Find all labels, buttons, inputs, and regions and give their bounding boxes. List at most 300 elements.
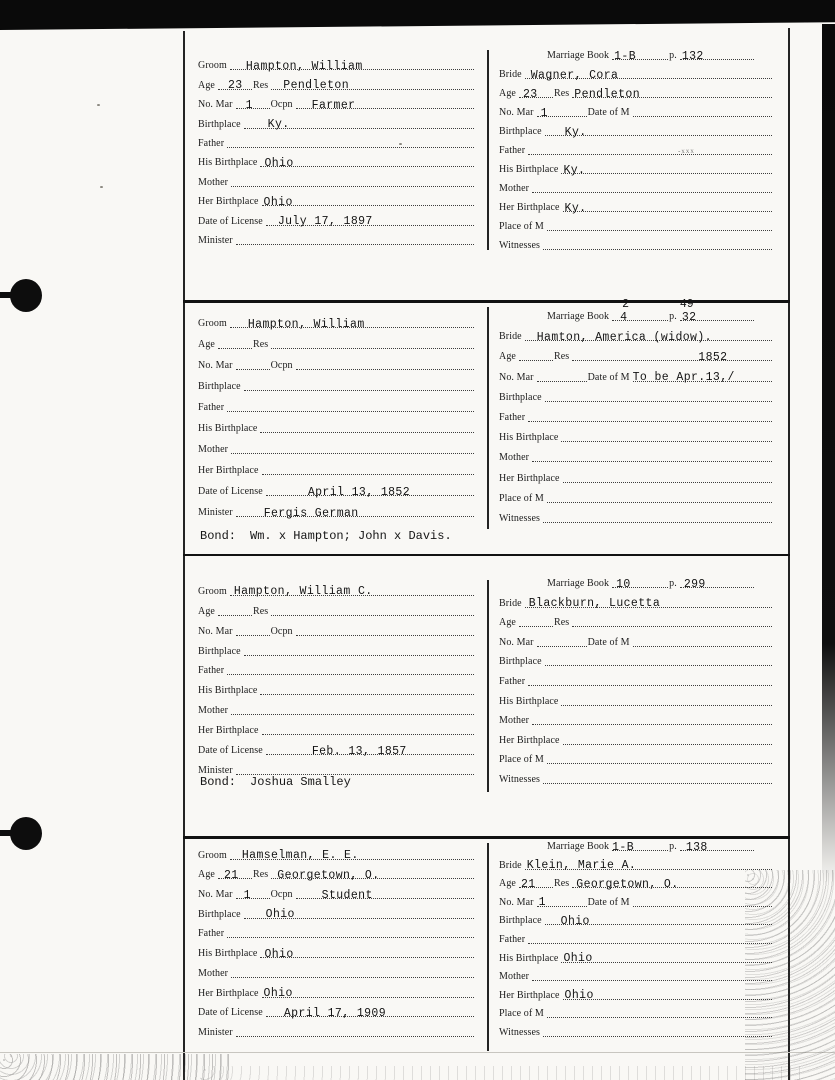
form-row: [499, 425, 773, 445]
form-row: [198, 579, 475, 599]
dotted-leader: [632, 371, 772, 385]
ocpn-label: Ocpn: [270, 99, 293, 111]
dotted-leader: [572, 877, 772, 891]
dotted-leader: [218, 614, 252, 616]
her-birthplace-label: Her Birthplace: [499, 202, 560, 213]
form-row: [198, 373, 475, 394]
dotted-leader: [227, 410, 474, 412]
groom-section: [184, 303, 487, 520]
birthplace-label: Birthplace: [198, 908, 241, 920]
form-row: [499, 158, 773, 177]
form-row: [198, 599, 475, 619]
form-row: [499, 910, 773, 929]
page-value: 132: [681, 49, 704, 63]
punch-hole: [10, 279, 42, 312]
bride-section: [489, 297, 789, 526]
scanner-edge-strip-right: [822, 24, 835, 884]
res-label: Res: [553, 88, 570, 99]
groom-name-value: Hampton, William: [245, 59, 363, 73]
form-row: [499, 928, 773, 947]
dotted-leader: [236, 1035, 474, 1037]
dotted-leader: [266, 1006, 474, 1020]
dotted-leader: [633, 645, 772, 647]
groom-label: Groom: [198, 318, 227, 329]
dotted-leader: [244, 654, 474, 656]
dotted-leader: [230, 317, 474, 331]
minister-value: Fergis German: [263, 506, 359, 520]
birthplace-value: Ohio: [560, 914, 590, 928]
form-row: [499, 120, 773, 139]
age-value: 23: [227, 79, 243, 93]
res-value: Georgetown, O.: [576, 877, 679, 891]
card-separator-line: [183, 836, 790, 839]
res-label: Res: [553, 617, 570, 629]
her-birthplace-value: Ky.: [564, 201, 587, 215]
no-mar-value: 1: [245, 98, 253, 112]
dotted-leader: [612, 840, 668, 854]
marriage-book-row: [499, 840, 773, 854]
form-row: [499, 364, 773, 384]
page-label: p.: [669, 841, 677, 852]
dotted-leader: [236, 506, 474, 520]
ocpn-value: Farmer: [311, 98, 356, 112]
form-row: [198, 229, 475, 248]
form-row: [499, 324, 773, 344]
bride-name-value: Hamton, America (widow).: [536, 330, 712, 344]
his-birthplace-label: His Birthplace: [198, 685, 258, 697]
witnesses-label: Witnesses: [499, 512, 541, 524]
form-row: [198, 941, 475, 961]
dotted-leader: [561, 704, 772, 706]
form-row: [198, 981, 475, 1001]
form-row: [499, 385, 773, 405]
form-row: [198, 73, 475, 92]
res-value: Pendleton: [283, 79, 349, 93]
dotted-leader: [271, 347, 474, 349]
her-birthplace-label: Her Birthplace: [499, 472, 560, 484]
father-label: Father: [499, 145, 526, 156]
dotted-leader: [537, 380, 587, 382]
bond-value: Wm. x Hampton; John x Davis.: [250, 529, 452, 543]
age-label: Age: [499, 617, 516, 629]
dotted-leader: [680, 577, 754, 591]
ocpn-label: Ocpn: [270, 360, 293, 371]
birthplace-label: Birthplace: [499, 126, 542, 137]
her-birthplace-label: Her Birthplace: [198, 196, 259, 208]
punch-hole: [10, 817, 42, 850]
dotted-leader: [230, 59, 474, 73]
witnesses-label: Witnesses: [499, 1026, 541, 1038]
dotted-leader: [679, 297, 754, 324]
form-row: [198, 331, 475, 352]
father-label: Father: [198, 665, 225, 677]
her-birthplace-label: Her Birthplace: [198, 987, 259, 999]
dotted-leader: [519, 359, 553, 361]
marriage-record-card: [184, 578, 789, 800]
groom-label: Groom: [198, 585, 227, 597]
form-row: [499, 854, 773, 873]
bond-label: Bond:: [200, 529, 237, 543]
dotted-leader: [262, 733, 474, 735]
dotted-leader: [545, 914, 772, 928]
dotted-leader: [227, 673, 474, 675]
dotted-leader: [231, 185, 474, 187]
form-row: [499, 873, 773, 892]
no-mar-label: No. Mar: [198, 889, 233, 901]
dotted-leader: [612, 577, 668, 591]
dotted-leader: [218, 79, 252, 93]
age-label: Age: [499, 88, 516, 99]
his-birthplace-value: Ky.: [563, 163, 586, 177]
dotted-leader: [236, 243, 474, 245]
form-row: [198, 54, 475, 73]
date-of-license-value: July 17, 1897: [277, 215, 373, 229]
marriage-book-label: Marriage Book: [547, 50, 610, 61]
birthplace-label: Birthplace: [198, 381, 241, 392]
birthplace-label: Birthplace: [198, 645, 241, 657]
res-value: Georgetown, O.: [277, 868, 380, 882]
marriage-record-card: [184, 840, 789, 1054]
dotted-leader: [236, 368, 270, 370]
bride-section: [489, 578, 789, 787]
page-value: 299: [683, 577, 706, 591]
dotted-leader: [543, 1035, 772, 1037]
form-row: [499, 405, 773, 425]
date-of-license-value: Feb. 13, 1857: [311, 744, 407, 758]
age-label: Age: [198, 339, 215, 350]
dotted-leader: [545, 400, 772, 402]
illegible-mark: -xxx: [678, 146, 696, 156]
dotted-leader: [271, 868, 474, 882]
father-label: Father: [198, 402, 225, 413]
minister-label: Minister: [198, 234, 233, 246]
form-row: [198, 619, 475, 639]
dotted-leader: [680, 49, 754, 63]
form-row: [499, 234, 773, 253]
form-row: [198, 499, 475, 520]
form-row: [499, 486, 773, 506]
birthplace-value: Ohio: [265, 908, 295, 922]
age-label: Age: [198, 605, 215, 617]
form-row: [499, 689, 773, 709]
form-row: [499, 891, 773, 910]
dotted-leader: [231, 976, 474, 978]
dotted-leader: [563, 989, 772, 1003]
dotted-leader: [537, 896, 587, 910]
groom-section: [184, 578, 487, 778]
dotted-leader: [266, 215, 474, 229]
form-row: [198, 151, 475, 170]
dotted-leader: [525, 597, 772, 611]
dotted-leader: [612, 297, 668, 324]
form-row: [499, 82, 773, 101]
page-label: p.: [669, 311, 677, 322]
dotted-leader: [545, 125, 772, 139]
form-row: [499, 101, 773, 120]
form-row: [198, 436, 475, 457]
ocpn-value: Student: [321, 888, 373, 902]
age-label: Age: [198, 79, 215, 91]
groom-name-value: Hamselman, E. E.: [241, 849, 359, 863]
page-label: p.: [669, 50, 677, 61]
her-birthplace-value: Ohio: [263, 195, 293, 209]
minister-label: Minister: [198, 1026, 233, 1038]
marriage-book-value: 1-B: [614, 49, 637, 63]
date-of-license-label: Date of License: [198, 1007, 263, 1019]
groom-name-value: Hampton, William: [247, 317, 365, 331]
dotted-leader: [271, 79, 474, 93]
dotted-leader: [532, 979, 772, 981]
marriage-book-correction: 2: [622, 297, 630, 311]
form-row: [499, 748, 773, 768]
res-label: Res: [252, 339, 269, 350]
dotted-leader: [244, 118, 474, 132]
marriage-book-value: 4: [620, 310, 628, 324]
dotted-leader: [525, 859, 772, 873]
form-row: [198, 112, 475, 131]
form-row: [499, 630, 773, 650]
form-row: [198, 415, 475, 436]
dotted-leader: [271, 614, 474, 616]
form-row: [198, 190, 475, 209]
res-value: Pendleton: [574, 87, 640, 101]
dotted-leader: [296, 98, 474, 112]
form-row: [499, 728, 773, 748]
date-of-m-label: Date of M: [587, 896, 630, 908]
dotted-leader: [262, 987, 474, 1000]
form-row: [198, 1020, 475, 1040]
his-birthplace-label: His Birthplace: [499, 432, 559, 444]
his-birthplace-value: Ohio: [563, 952, 593, 966]
res-label: Res: [553, 878, 570, 890]
father-label: Father: [499, 933, 526, 945]
dotted-leader: [563, 201, 772, 215]
bride-section: [489, 840, 789, 1040]
bride-name-value: Wagner, Cora: [530, 68, 619, 82]
dotted-leader: [537, 106, 587, 120]
no-mar-label: No. Mar: [499, 896, 534, 908]
form-row: [198, 1001, 475, 1021]
no-mar-value: 1: [243, 888, 251, 902]
form-row: [499, 1021, 773, 1040]
dotted-leader: [231, 452, 474, 454]
mother-label: Mother: [198, 176, 229, 188]
place-of-m-label: Place of M: [499, 221, 544, 232]
date-of-m-label: Date of M: [587, 107, 630, 118]
dotted-leader: [572, 350, 772, 364]
res-label: Res: [553, 351, 570, 363]
form-row: [499, 767, 773, 787]
birthplace-value: Ky.: [267, 118, 290, 132]
dotted-leader: [262, 195, 474, 209]
birthplace-label: Birthplace: [499, 915, 542, 927]
marriage-record-card: [184, 48, 789, 255]
dotted-leader: [244, 389, 474, 391]
dotted-leader: [680, 840, 754, 854]
form-row: [198, 457, 475, 478]
dotted-leader: [227, 146, 474, 148]
form-row: [499, 344, 773, 364]
bond-label: Bond:: [200, 775, 237, 789]
his-birthplace-label: His Birthplace: [198, 423, 258, 434]
dotted-leader: [236, 888, 270, 902]
form-row: [198, 478, 475, 499]
dotted-leader: [262, 473, 474, 475]
dotted-leader: [260, 947, 474, 961]
page-value: 138: [685, 840, 708, 854]
dotted-leader: [561, 163, 772, 177]
marriage-book-row: [499, 578, 773, 591]
birthplace-label: Birthplace: [499, 656, 542, 668]
form-row: [499, 215, 773, 234]
dotted-leader: [563, 481, 772, 483]
marriage-book-label: Marriage Book: [547, 578, 610, 589]
form-row: [499, 611, 773, 631]
form-row: [499, 669, 773, 689]
form-row: [198, 843, 475, 863]
her-birthplace-label: Her Birthplace: [198, 725, 259, 737]
no-mar-value: 1: [538, 896, 546, 910]
dotted-leader: [218, 868, 252, 882]
dotted-leader: [532, 723, 772, 725]
res-label: Res: [252, 869, 269, 881]
father-label: Father: [499, 675, 526, 687]
age-label: Age: [198, 869, 215, 881]
page-correction: 49: [679, 297, 694, 311]
dotted-leader: [537, 645, 587, 647]
page-value: 32: [681, 310, 697, 324]
bond-value: Joshua Smalley: [250, 775, 351, 789]
age-value: 21: [223, 868, 239, 882]
bride-label: Bride: [499, 69, 522, 80]
marriage-book-value: 10: [616, 577, 631, 591]
dotted-leader: [227, 936, 474, 938]
dotted-leader: [547, 1016, 772, 1018]
date-of-m-label: Date of M: [587, 636, 630, 648]
dotted-leader: [563, 743, 772, 745]
res-label: Res: [252, 605, 269, 617]
no-mar-label: No. Mar: [499, 371, 534, 383]
form-row: [499, 63, 773, 82]
dotted-leader: [230, 585, 474, 599]
her-birthplace-value: Ohio: [564, 989, 594, 1003]
no-mar-value: 1: [540, 106, 548, 120]
her-birthplace-label: Her Birthplace: [499, 734, 560, 746]
dotted-leader: [296, 634, 474, 636]
dotted-leader: [543, 782, 772, 784]
scan-speck: [100, 186, 103, 188]
dotted-leader: [528, 420, 772, 422]
age-label: Age: [499, 878, 516, 890]
form-row: [198, 639, 475, 659]
form-row: [198, 93, 475, 112]
groom-section: [184, 840, 487, 1040]
dotted-leader: [612, 49, 668, 63]
bond-note: [200, 775, 351, 789]
dotted-leader: [525, 68, 772, 82]
dotted-leader: [244, 908, 474, 922]
form-row: [499, 984, 773, 1003]
card-separator-line: [183, 554, 790, 556]
form-row: [198, 132, 475, 151]
dotted-leader: [525, 330, 772, 344]
form-row: [198, 310, 475, 331]
mother-label: Mother: [499, 971, 530, 983]
dotted-leader: [528, 146, 772, 156]
bride-label: Bride: [499, 597, 522, 609]
marriage-book-value: 1-B: [612, 840, 635, 854]
res-value: 1852: [698, 350, 728, 364]
dotted-leader: [572, 87, 772, 101]
marriage-book-row: [499, 48, 773, 63]
dotted-leader: [260, 156, 474, 170]
dotted-leader: [218, 347, 252, 349]
dotted-leader: [236, 634, 270, 636]
date-of-m-value: To be Apr.13,/: [632, 371, 735, 385]
marriage-book-label: Marriage Book: [547, 841, 610, 852]
dotted-leader: [633, 905, 772, 907]
form-row: [198, 882, 475, 902]
dotted-leader: [296, 888, 474, 902]
dotted-leader: [266, 744, 474, 758]
ocpn-label: Ocpn: [270, 625, 293, 637]
place-of-m-label: Place of M: [499, 492, 544, 504]
marriage-book-label: Marriage Book: [547, 311, 610, 322]
form-row: [499, 196, 773, 215]
mother-label: Mother: [499, 183, 530, 194]
res-label: Res: [252, 79, 269, 91]
form-row: [198, 738, 475, 758]
date-of-license-value: April 13, 1852: [307, 485, 411, 499]
date-of-m-label: Date of M: [587, 371, 630, 383]
form-row: [198, 961, 475, 981]
no-mar-label: No. Mar: [499, 636, 534, 648]
mother-label: Mother: [198, 705, 229, 717]
place-of-m-label: Place of M: [499, 754, 544, 766]
dotted-leader: [528, 942, 772, 944]
scan-noise: [200, 1066, 800, 1080]
dotted-leader: [236, 98, 270, 112]
dotted-leader: [633, 115, 772, 117]
dotted-leader: [231, 713, 474, 715]
bride-name-value: Klein, Marie A.: [526, 859, 637, 873]
minister-label: Minister: [198, 507, 233, 518]
form-row: [499, 1003, 773, 1022]
mother-label: Mother: [198, 967, 229, 979]
dotted-leader: [561, 952, 772, 966]
form-row: [499, 966, 773, 985]
his-birthplace-value: Ohio: [264, 947, 294, 961]
dotted-leader: [547, 229, 772, 231]
groom-label: Groom: [198, 60, 227, 72]
dotted-leader: [230, 849, 474, 863]
his-birthplace-label: His Birthplace: [198, 157, 258, 169]
dotted-leader: [266, 485, 474, 499]
mother-label: Mother: [198, 444, 229, 455]
dotted-leader: [545, 664, 772, 666]
marriage-record-card: [184, 297, 789, 554]
minister-label: Minister: [198, 764, 233, 776]
page-label: p.: [669, 578, 677, 589]
form-row: [198, 352, 475, 373]
no-mar-label: No. Mar: [198, 99, 233, 111]
marriage-book-row: [499, 297, 773, 324]
witnesses-label: Witnesses: [499, 240, 541, 251]
his-birthplace-label: His Birthplace: [499, 695, 559, 707]
dotted-leader: [532, 460, 772, 462]
form-row: [499, 506, 773, 526]
groom-label: Groom: [198, 849, 227, 861]
